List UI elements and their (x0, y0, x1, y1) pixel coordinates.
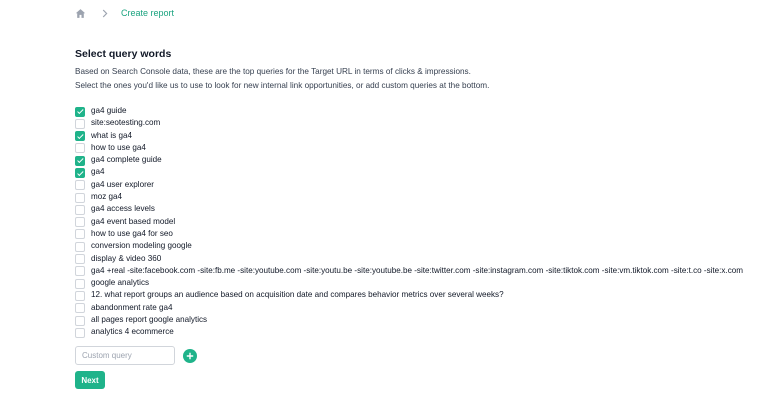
query-label: what is ga4 (91, 130, 132, 140)
section-description-1: Based on Search Console data, these are the top queries for the Target URL in terms of clicks & impressions. (75, 67, 471, 76)
query-checkbox[interactable] (75, 242, 85, 252)
query-item[interactable] (75, 142, 755, 154)
query-label: ga4 user explorer (91, 179, 154, 189)
query-label: all pages report google analytics (91, 315, 208, 325)
query-item[interactable] (75, 253, 755, 265)
custom-query-input[interactable] (75, 346, 175, 365)
query-checkbox[interactable] (75, 303, 85, 313)
query-item[interactable] (75, 216, 755, 228)
query-checkbox[interactable] (75, 156, 85, 166)
query-checkbox[interactable] (75, 229, 85, 239)
query-list (75, 105, 755, 339)
next-button[interactable]: Next (75, 371, 105, 389)
query-label: ga4 +real -site:facebook.com -site:fb.me -site:youtube.com -site:youtu.be -site:youtube.be -site:twitter.com -site:instagram.com -site:tiktok.com -site:vm.tiktok.com -site:t.co -site:x.com (91, 265, 744, 275)
query-checkbox[interactable] (75, 131, 85, 141)
query-item[interactable] (75, 154, 755, 166)
query-item[interactable] (75, 105, 755, 117)
query-item[interactable] (75, 277, 755, 289)
query-label: analytics 4 ecommerce (91, 327, 174, 337)
query-item[interactable] (75, 314, 755, 326)
query-label: conversion modeling google (91, 241, 192, 251)
query-item[interactable] (75, 265, 755, 277)
breadcrumb (75, 6, 174, 20)
custom-query-row (75, 346, 197, 365)
query-item[interactable] (75, 240, 755, 252)
query-item[interactable] (75, 203, 755, 215)
query-item[interactable] (75, 302, 755, 314)
query-label: ga4 complete guide (91, 155, 162, 165)
query-selection-section (75, 48, 755, 339)
query-checkbox[interactable] (75, 217, 85, 227)
query-label: how to use ga4 for seo (91, 228, 173, 238)
query-checkbox[interactable] (75, 291, 85, 301)
query-checkbox[interactable] (75, 279, 85, 289)
query-item[interactable] (75, 228, 755, 240)
query-label: google analytics (91, 278, 150, 288)
query-label: how to use ga4 (91, 142, 146, 152)
query-item[interactable] (75, 117, 755, 129)
query-label: site:seotesting.com (91, 118, 161, 128)
query-checkbox[interactable] (75, 266, 85, 276)
query-checkbox[interactable] (75, 180, 85, 190)
query-label: ga4 guide (91, 106, 127, 115)
query-item[interactable] (75, 130, 755, 142)
query-label: moz ga4 (91, 192, 123, 202)
query-checkbox[interactable] (75, 119, 85, 129)
query-label: ga4 event based model (91, 216, 176, 226)
query-label: abandonment rate ga4 (91, 302, 173, 312)
section-description-2: Select the ones you'd like us to use to look for new internal link opportunities, or add custom queries at the bottom. (75, 81, 490, 90)
query-item[interactable] (75, 166, 755, 178)
breadcrumb-current[interactable]: Create report (121, 8, 175, 18)
query-checkbox[interactable] (75, 143, 85, 153)
home-icon[interactable] (75, 8, 86, 19)
query-label: 12. what report groups an audience based on acquisition date and compares behavior metrics over several weeks? (91, 290, 504, 300)
query-checkbox[interactable] (75, 107, 85, 117)
query-label: ga4 access levels (91, 204, 155, 214)
query-checkbox[interactable] (75, 254, 85, 264)
plus-icon (186, 352, 194, 360)
query-label: display & video 360 (91, 253, 162, 263)
query-item[interactable] (75, 289, 755, 301)
query-checkbox[interactable] (75, 193, 85, 203)
query-label: ga4 (91, 167, 105, 177)
query-item[interactable] (75, 179, 755, 191)
section-title: Select query words (75, 48, 172, 60)
query-item[interactable] (75, 191, 755, 203)
query-checkbox[interactable] (75, 316, 85, 326)
query-item[interactable] (75, 326, 755, 338)
query-checkbox[interactable] (75, 205, 85, 215)
chevron-right-icon (102, 9, 108, 18)
query-checkbox[interactable] (75, 328, 85, 338)
query-checkbox[interactable] (75, 168, 85, 178)
add-query-button[interactable] (183, 349, 197, 363)
